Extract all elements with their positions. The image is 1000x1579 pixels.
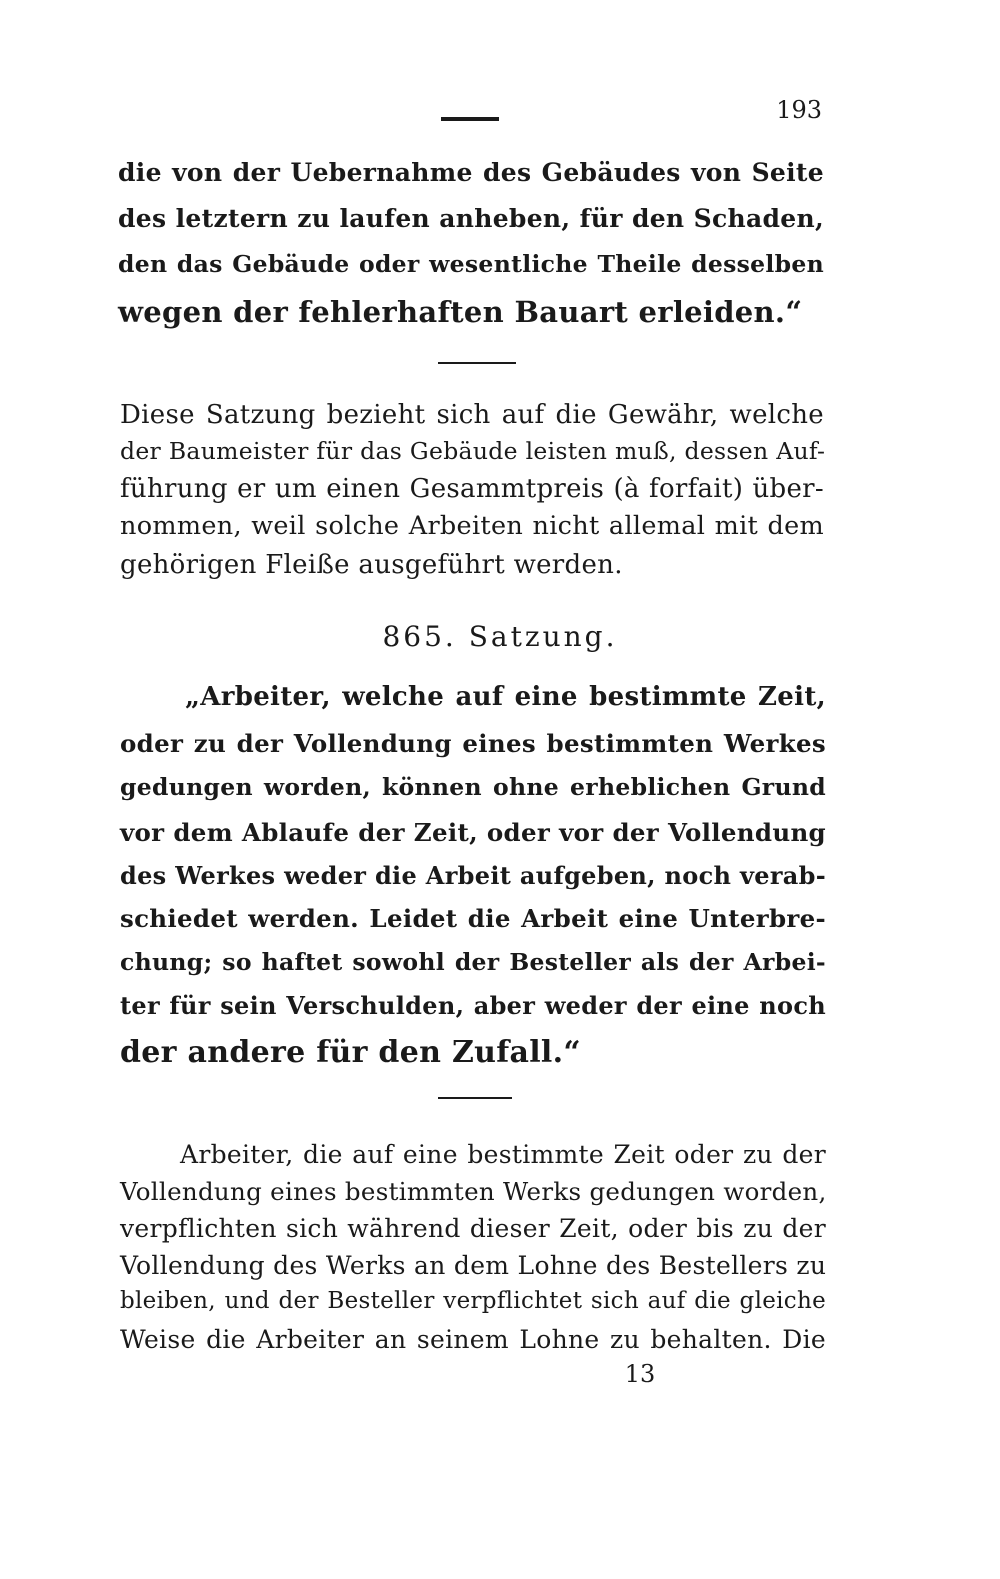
text-line: verpflichten sich während dieser Zeit, oder bis zu der: [120, 1214, 826, 1243]
text-line: Weise die Arbeiter an seinem Lohne zu behalten. Die: [120, 1325, 826, 1354]
text-line: nommen, weil solche Arbeiten nicht allemal mit dem: [120, 511, 824, 541]
text-line: schiedet werden. Leidet die Arbeit eine Unterbre-: [120, 904, 826, 933]
section-heading: 865. Satzung.: [382, 620, 618, 653]
text-line: führung er um einen Gesammtpreis (à forfait) über-: [120, 474, 824, 504]
text-line: Vollendung des Werks an dem Lohne des Bestellers zu: [120, 1251, 827, 1280]
text-line: gedungen worden, können ohne erheblichen Grund: [120, 773, 826, 801]
text-line: der Baumeister für das Gebäude leisten muß, dessen Auf-: [120, 437, 826, 465]
text-line: ter für sein Verschulden, aber weder der eine noch: [120, 991, 826, 1020]
text-line: Vollendung eines bestimmten Werks gedungen worden,: [120, 1177, 827, 1206]
text-line: bleiben, und der Besteller verpflichtet sich auf die gleiche: [120, 1288, 826, 1314]
text-line: wegen der fehlerhaften Bauart erleiden.“: [118, 295, 803, 329]
signature-mark: 13: [624, 1360, 656, 1388]
text-line: gehörigen Fleiße ausgeführt werden.: [120, 550, 623, 580]
text-line: chung; so haftet sowohl der Besteller als der Arbei-: [120, 948, 826, 976]
text-line: „Arbeiter, welche auf eine bestimmte Zeit,: [185, 682, 826, 712]
text-line: die von der Uebernahme des Gebäudes von Seite: [118, 158, 824, 187]
text-line: oder zu der Vollendung eines bestimmten Werkes: [120, 729, 826, 758]
text-line: der andere für den Zufall.“: [120, 1035, 581, 1070]
section-rule: [438, 362, 516, 364]
text-line: Diese Satzung bezieht sich auf die Gewähr, welche: [120, 400, 824, 430]
page-number: 193: [776, 96, 822, 124]
header-rule: [441, 117, 499, 121]
text-line: des Werkes weder die Arbeit aufgeben, noch verab-: [120, 861, 826, 890]
text-line: den das Gebäude oder wesentliche Theile desselben: [118, 250, 824, 278]
text-line: vor dem Ablaufe der Zeit, oder vor der Vollendung: [120, 818, 826, 847]
section-rule: [438, 1097, 512, 1099]
text-line: Arbeiter, die auf eine bestimmte Zeit oder zu der: [180, 1140, 826, 1169]
text-line: des letztern zu laufen anheben, für den Schaden,: [118, 204, 824, 233]
